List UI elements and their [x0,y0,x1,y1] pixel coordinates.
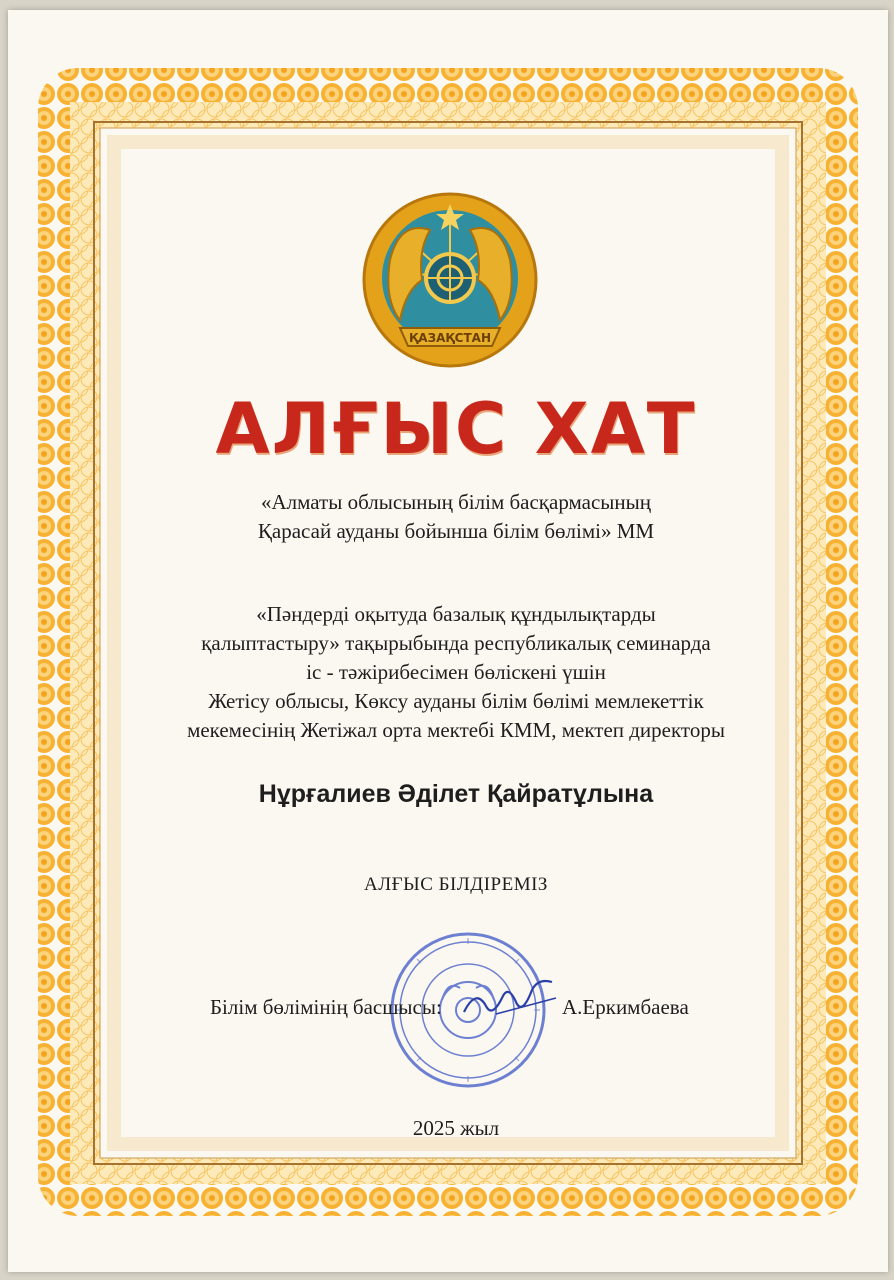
issuer-line: Қарасай ауданы бойынша білім бөлімі» ММ [257,519,655,543]
signatory-name: А.Еркимбаева [562,995,689,1019]
certificate-content [138,160,774,1170]
issuer-line: «Алматы облысының білім басқармасының [260,490,651,514]
certificate-paper [8,10,888,1272]
issue-year: 2025 жыл [412,1116,500,1140]
signatory-position: Білім бөлімінің басшысы: [210,995,442,1019]
issuer-block [138,488,774,546]
emblem-ribbon-text: ҚАЗАҚСТАН [408,331,492,345]
reason-line: «Пәндерді оқытуда базалық құндылықтарды [256,602,656,626]
reason-line: Жетісу облысы, Көксу ауданы білім бөлімі мемлекеттік [208,689,704,713]
recipient-name: Нұрғалиев Әділет Қайратұлына [258,780,654,808]
state-emblem-icon [360,190,540,370]
handwritten-signature-icon [456,968,566,1028]
certificate-title: АЛҒЫС ХАТ [215,388,697,470]
reason-block [138,600,774,745]
reason-line: мекемесінің Жетіжал орта мектебі КММ, мектеп директоры [187,718,725,742]
reason-line: қалыптастыру» тақырыбында республикалық семинарда [201,631,711,655]
reason-line: іс - тәжірибесімен бөліскені үшін [306,660,606,684]
thanks-phrase: АЛҒЫС БІЛДІРЕМІЗ [364,874,548,895]
